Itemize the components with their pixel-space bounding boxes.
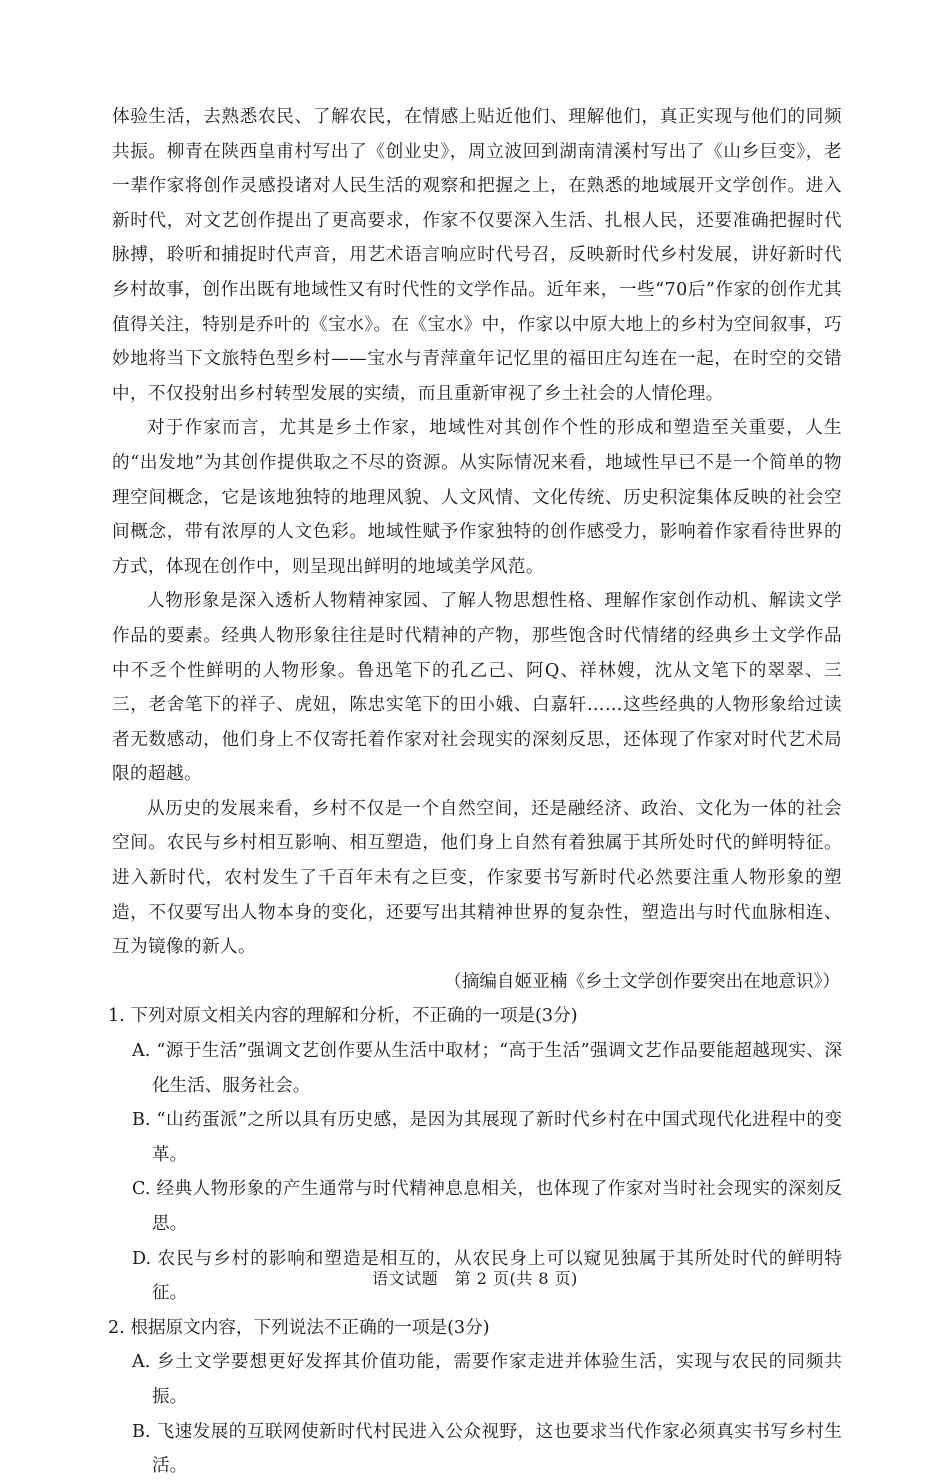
question-2-option-a[interactable]: A. 乡土文学要想更好发挥其价值功能，需要作家走进并体验生活，实现与农民的同频共振。 <box>132 1352 842 1407</box>
passage-paragraph-1: 体验生活，去熟悉农民、了解农民，在情感上贴近他们、理解他们，真正实现与他们的同频共振。柳青在陕西皇甫村写出了《创业史》，周立波回到湖南清溪村写出了《山乡巨变》，老一辈作家将创作灵感投诸对人民生活的观察和把握之上，在熟悉的地域展开文学创作。进入新时代，对文艺创作提出了更高要求，作家不仅要深入生活、扎根人民，还要准确把握时代脉搏，聆听和捕捉时代声音，用艺术语言响应时代号召，反映新时代乡村发展，讲好新时代乡村故事，创作出既有地域性又有时代性的文学作品。近年来，一些“70后”作家的创作尤其值得关注，特别是乔叶的《宝水》。在《宝水》中，作家以中原大地上的乡村为空间叙事，巧妙地将当下文旅特色型乡村——宝水与青萍童年记忆里的福田庄勾连在一起，在时空的交错中，不仅投射出乡村转型发展的实绩，而且重新审视了乡土社会的人情伦理。 <box>112 107 842 404</box>
question-2-stem: 2. 根据原文内容，下列说法不正确的一项是(3分) <box>108 1317 490 1338</box>
passage-source: （摘编自姬亚楠《乡土文学创作要突出在地意识》） <box>444 971 840 992</box>
question-1 <box>108 999 842 1310</box>
question-1-option-b[interactable]: B. “山药蛋派”之所以具有历史感，是因为其展现了新时代乡村在中国式现代化进程中的变革。 <box>132 1110 842 1165</box>
question-1-option-c[interactable]: C. 经典人物形象的产生通常与时代精神息息相关，也体现了作家对当时社会现实的深刻反思。 <box>132 1179 842 1234</box>
question-2 <box>108 1311 842 1484</box>
passage-paragraph-3: 人物形象是深入透析人物精神家园、了解人物思想性格、理解作家创作动机、解读文学作品的要素。经典人物形象往往是时代精神的产物，那些饱含时代情绪的经典乡土文学作品中不乏个性鲜明的人物形象。鲁迅笔下的孔乙己、阿Q、祥林嫂，沈从文笔下的翠翠、三三，老舍笔下的祥子、虎妞，陈忠实笔下的田小娥、白嘉轩……这些经典的人物形象给过读者无数感动，他们身上不仅寄托着作家对社会现实的深刻反思，还体现了作家对时代艺术局限的超越。 <box>112 591 842 785</box>
question-1-option-a[interactable]: A. “源于生活”强调文艺创作要从生活中取材；“高于生活”强调文艺作品要能超越现实、深化生活、服务社会。 <box>132 1041 842 1096</box>
question-1-stem: 1. 下列对原文相关内容的理解和分析，不正确的一项是(3分) <box>108 1006 578 1027</box>
question-1-option-d[interactable]: D. 农民与乡村的影响和塑造是相互的，从农民身上可以窥见独属于其所处时代的鲜明特征。 <box>132 1248 842 1304</box>
page-footer: 语文试题 第 2 页(共 8 页) <box>372 1269 578 1288</box>
passage-paragraph-2: 对于作家而言，尤其是乡土作家，地域性对其创作个性的形成和塑造至关重要，人生的“出发地”为其创作提供取之不尽的资源。从实际情况来看，地域性早已不是一个简单的物理空间概念，它是该地独特的地理风貌、人文风情、文化传统、历史积淀集体反映的社会空间概念，带有浓厚的人文色彩。地域性赋予作家独特的创作感受力，影响着作家看待世界的方式，体现在创作中，则呈现出鲜明的地域美学风范。 <box>112 418 842 577</box>
question-2-option-b[interactable]: B. 飞速发展的互联网使新时代村民进入公众视野，这也要求当代作家必须真实书写乡村生活。 <box>132 1421 842 1477</box>
passage-paragraph-4: 从历史的发展来看，乡村不仅是一个自然空间，还是融经济、政治、文化为一体的社会空间。农民与乡村相互影响、相互塑造，他们身上自然有着独属于其所处时代的鲜明特征。进入新时代，农村发生了千百年未有之巨变，作家要书写新时代必然要注重人物形象的塑造，不仅要写出人物本身的变化，还要写出其精神世界的复杂性，塑造出与时代血脉相连、互为镜像的新人。 <box>112 798 842 958</box>
